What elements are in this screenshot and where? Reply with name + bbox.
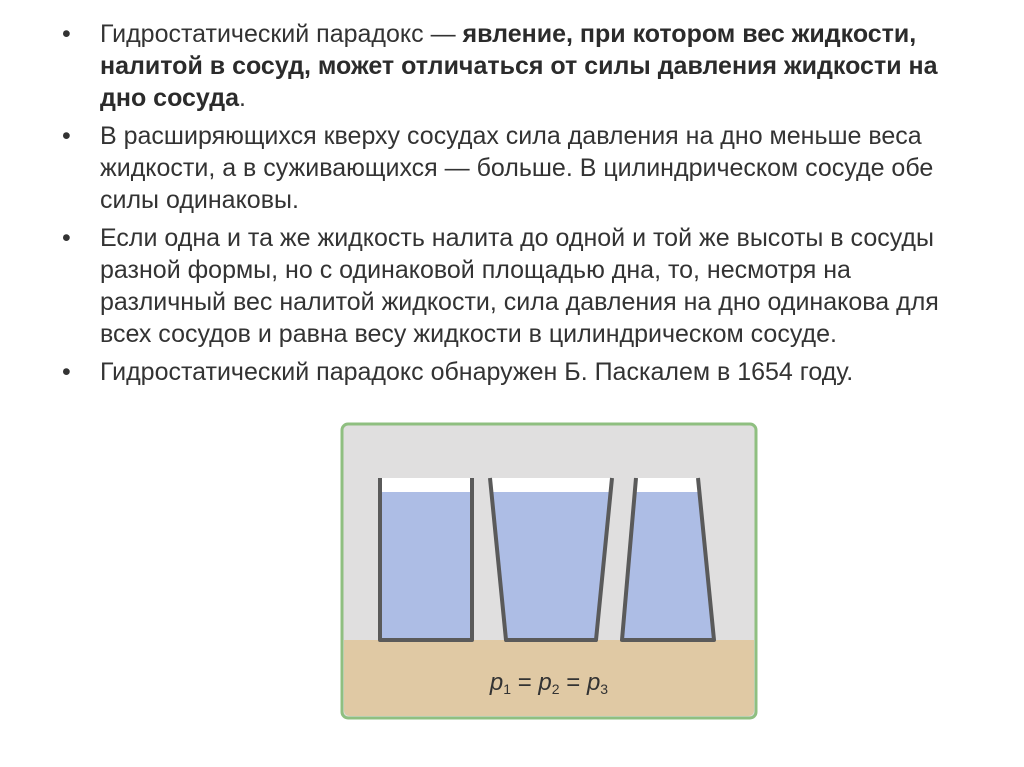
formula-sub3: 3: [600, 681, 609, 697]
formula-p3: p: [586, 669, 601, 696]
bullet-item-pascal: [62, 356, 982, 388]
bullet-item-vessel-shapes: [62, 120, 982, 216]
vessel-cylindrical: [380, 478, 472, 640]
formula-sub2: 2: [551, 681, 560, 697]
bullet-item-paradox-definition: [62, 18, 982, 114]
vessel-1-water: [380, 492, 472, 638]
formula-eq1: =: [517, 669, 532, 696]
bullet-text-bold: явление, при котором вес жидкости, налитой в сосуд, может отличаться от силы давления жидкости на дно сосуда: [100, 20, 938, 112]
vessel-narrowing: [622, 478, 714, 640]
vessels-illustration: [336, 418, 762, 724]
bullet-text-plain: Гидростатический парадокс —: [100, 20, 463, 48]
bullet-text: В расширяющихся кверху сосудах сила давления на дно меньше веса жидкости, а в суживающихся — больше. В цилиндрическом сосуде обе силы одинаковы.: [100, 122, 934, 214]
vessel-widening: [490, 478, 612, 640]
bullet-marker: •: [62, 224, 71, 252]
formula-p1: p: [489, 669, 504, 696]
vessel-3-air: [635, 478, 699, 492]
formula-sub1: 1: [503, 681, 512, 697]
vessel-2-air: [490, 478, 612, 492]
formula-p2: p: [538, 669, 552, 696]
vessel-1-air: [380, 478, 472, 492]
bullet-list: [62, 18, 982, 394]
bullet-marker: •: [62, 20, 71, 48]
bullet-marker: •: [62, 358, 71, 386]
bullet-text-period: .: [239, 84, 246, 112]
bullet-item-equal-pressure: [62, 222, 982, 350]
formula-eq2: =: [566, 669, 581, 696]
bullet-text: Гидростатический парадокс обнаружен Б. Паскалем в 1654 году.: [100, 358, 854, 386]
bullet-text: Если одна и та же жидкость налита до одной и той же высоты в сосуды разной формы, но с одинаковой площадью дна, то, несмотря на различный вес налитой жидкости, сила давления на дно одинакова для всех сосудов и равна весу жидкости в цилиндрическом сосуде.: [100, 224, 939, 348]
vessel-2-water: [492, 492, 610, 638]
bullet-marker: •: [62, 122, 71, 150]
